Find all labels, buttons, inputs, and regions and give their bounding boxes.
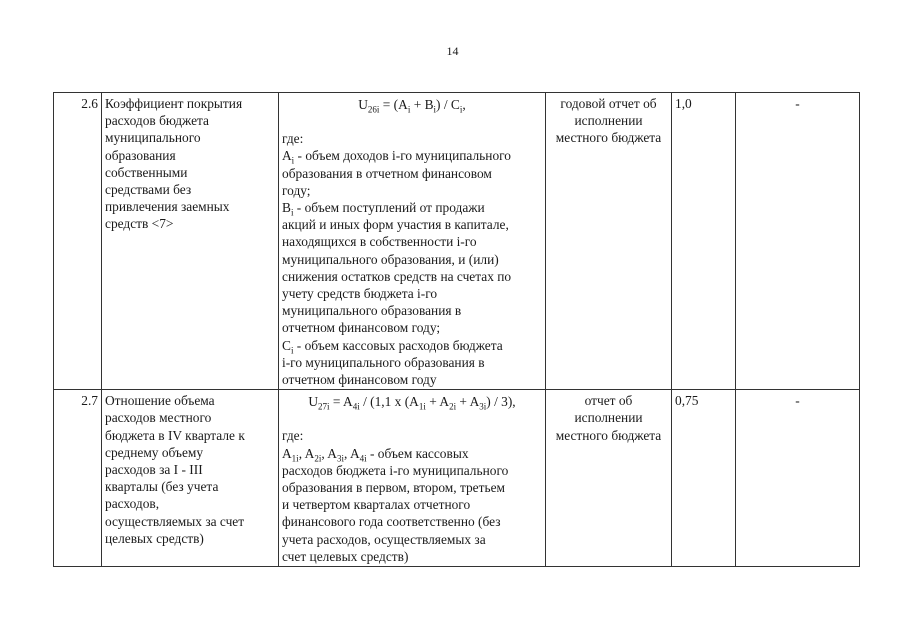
indicator-name-line: бюджета в IV квартале к <box>105 427 245 443</box>
formula-description-line: акций и иных форм участия в капитале, <box>282 217 509 233</box>
formula-description-line: муниципального образования в <box>282 303 462 319</box>
data-source-line: местного бюджета <box>555 427 662 443</box>
formula-description-line: отчетном финансовом году; <box>282 320 441 336</box>
indicator-name-line: расходов местного <box>105 410 212 426</box>
indicator-name-line: муниципального <box>105 130 201 146</box>
formula-description-line: находящихся в собственности i-го <box>282 234 477 250</box>
indicator-name-line: средств <7> <box>105 216 174 232</box>
formula-description-line: $A_i$ - объем доходов i-го муниципального <box>282 148 511 167</box>
data-source-line: исполнении <box>574 410 643 426</box>
table-row <box>54 93 860 390</box>
where-label: где: <box>282 428 304 444</box>
formula-description-line: финансового года соответственно (без <box>282 514 501 530</box>
indicator-name-line: расходов за I - III <box>105 462 203 478</box>
indicator-name-line: целевых средств) <box>105 530 204 546</box>
page-number: 14 <box>446 44 459 58</box>
formula: $U_{26i} = (A_i + B_i) / C_i$, <box>358 97 466 115</box>
row-number: 2.7 <box>54 390 102 567</box>
data-source <box>546 93 672 390</box>
data-source <box>546 390 672 567</box>
indicator-value: 0,75 <box>672 390 736 567</box>
formula-description-line: и четвертом кварталах отчетного <box>282 497 471 513</box>
indicator-name-line: Коэффициент покрытия <box>105 96 243 111</box>
formula-description-line: расходов бюджета i-го муниципального <box>282 462 509 478</box>
formula-description-line: $B_i$ - объем поступлений от продажи <box>282 200 485 218</box>
formula: $U_{27i} = A_{4i} / (1,1$ x $(A_{1i} + A_{2i} + A_{3i}) / 3$), <box>308 394 516 412</box>
where-label: где: <box>282 131 304 147</box>
indicator-name-line: кварталы (без учета <box>105 479 219 495</box>
indicator-name-line: расходов бюджета <box>105 113 210 129</box>
formula-description-line: счет целевых средств) <box>282 548 409 564</box>
data-source-line: местного бюджета <box>555 130 662 146</box>
indicator-name-line: средствами без <box>105 182 192 198</box>
indicators-table <box>53 92 860 567</box>
indicator-name <box>102 390 279 567</box>
formula-description-line: учета расходов, осуществляемых за <box>282 531 486 547</box>
formula-description-line: году; <box>282 182 311 198</box>
indicator-name-line: расходов, <box>105 496 160 512</box>
indicator-name-line: Отношение объема <box>105 393 215 409</box>
formula-description-line: учету средств бюджета i-го <box>282 286 438 302</box>
formula-description-line: образования в отчетном финансовом <box>282 165 492 181</box>
formula-description-line: $C_i$ - объем кассовых расходов бюджета <box>282 337 503 356</box>
formula-description-line: образования в первом, втором, третьем <box>282 480 505 496</box>
data-source-line: отчет об <box>584 393 633 409</box>
threshold-value: - <box>736 93 860 390</box>
indicator-name-line: привлечения заемных <box>105 199 230 215</box>
indicator-name-line: образования <box>105 147 176 163</box>
formula-description-line: $A_{1i}$, $A_{2i}$, $A_{3i}$, $A_{4i}$ - объем кассовых <box>282 445 469 464</box>
indicator-name-line: собственными <box>105 164 188 180</box>
indicator-name-line: среднему объему <box>105 444 204 460</box>
formula-description-line: муниципального образования, и (или) <box>282 251 499 267</box>
formula-description-line: снижения остатков средств на счетах по <box>282 268 512 284</box>
row-number: 2.6 <box>54 93 102 390</box>
data-source-line: исполнении <box>574 113 643 129</box>
indicator-value: 1,0 <box>672 93 736 390</box>
indicator-name <box>102 93 279 390</box>
indicator-name-line: осуществляемых за счет <box>105 513 245 529</box>
calculation-method <box>279 93 546 390</box>
table-row <box>54 390 860 567</box>
formula-description-line: отчетном финансовом году <box>282 372 437 388</box>
formula-description-line: i-го муниципального образования в <box>282 354 485 370</box>
threshold-value: - <box>736 390 860 567</box>
calculation-method <box>279 390 546 567</box>
data-source-line: годовой отчет об <box>560 96 657 111</box>
